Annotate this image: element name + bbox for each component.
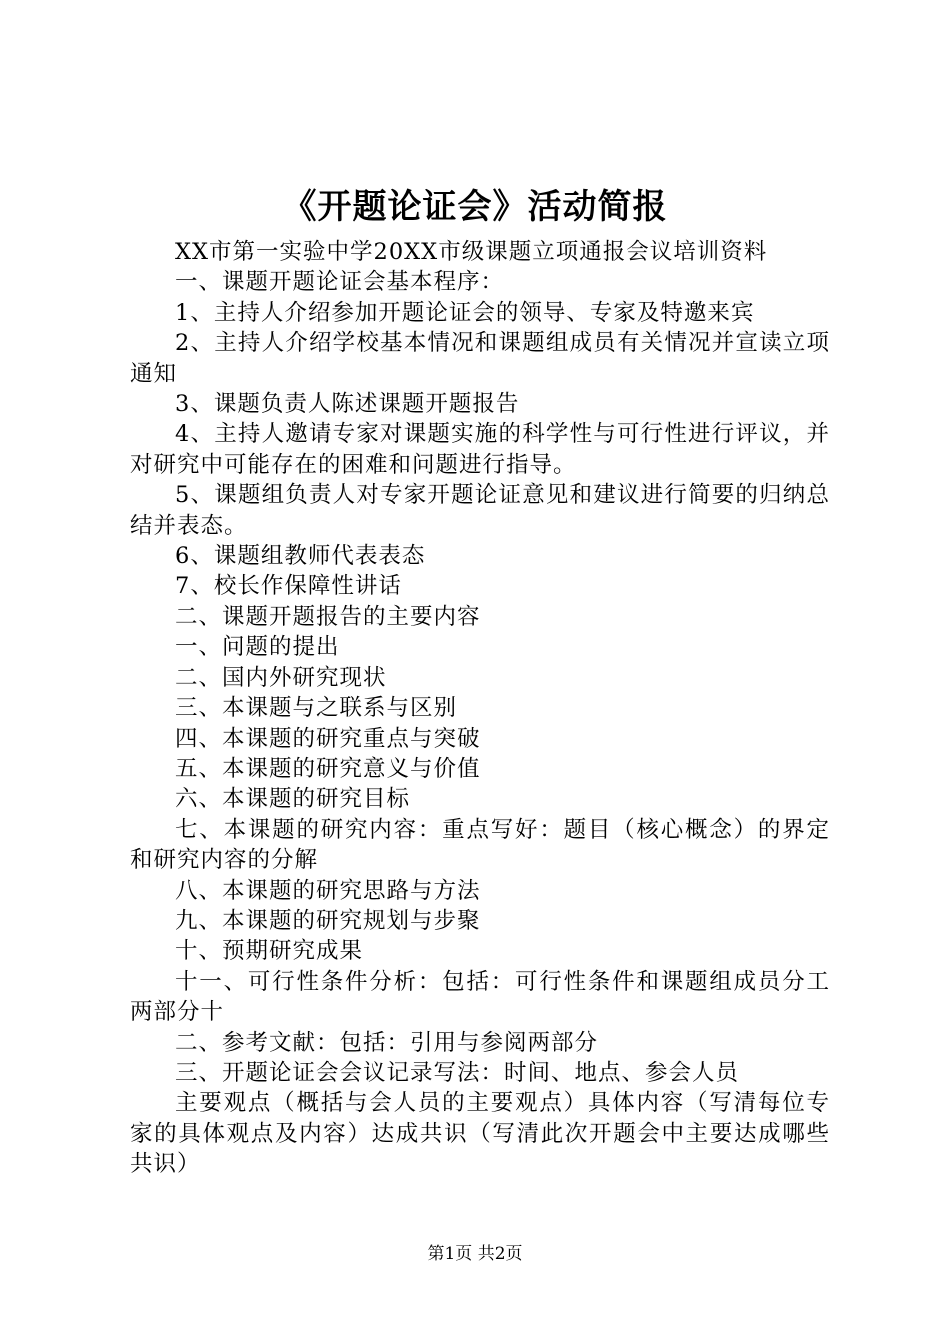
paragraph: 6、课题组教师代表表态 — [175, 543, 426, 570]
page-footer: 第1页 共2页 — [427, 1244, 523, 1264]
paragraph: 五、本课题的研究意义与价值 — [175, 755, 481, 782]
paragraph: 三、开题论证会会议记录写法：时间、地点、参会人员 — [175, 1059, 740, 1086]
paragraph: 主要观点（概括与会人员的主要观点）具体内容（写清每位专家的具体观点及内容）达成共识（写清此次开题会中主要达成哪些共识） — [130, 1090, 830, 1178]
paragraph: 1、主持人介绍参加开题论证会的领导、专家及特邀来宾 — [175, 299, 755, 326]
document-body — [130, 237, 830, 1180]
paragraph: 二、课题开题报告的主要内容 — [175, 603, 481, 630]
paragraph: 二、参考文献：包括：引用与参阅两部分 — [175, 1029, 599, 1056]
paragraph: 九、本课题的研究规划与步聚 — [175, 907, 481, 934]
paragraph: 二、国内外研究现状 — [175, 664, 387, 691]
paragraph: 十一、可行性条件分析：包括：可行性条件和课题组成员分工两部分十 — [130, 968, 830, 1026]
paragraph: 四、本课题的研究重点与突破 — [175, 725, 481, 752]
paragraph: 2、主持人介绍学校基本情况和课题组成员有关情况并宣读立项通知 — [130, 330, 830, 387]
paragraph: 七、本课题的研究内容：重点写好：题目（核心概念）的界定和研究内容的分解 — [130, 816, 830, 874]
paragraph: 一、课题开题论证会基本程序： — [175, 269, 505, 296]
paragraph: 5、课题组负责人对专家开题论证意见和建议进行简要的归纳总结并表态。 — [130, 482, 830, 539]
paragraph: XX市第一实验中学20XX市级课题立项通报会议培训资料 — [175, 239, 768, 265]
paragraph: 六、本课题的研究目标 — [175, 786, 411, 813]
paragraph: 4、主持人邀请专家对课题实施的科学性与可行性进行评议，并对研究中可能存在的困难和问题进行指导。 — [130, 421, 830, 478]
paragraph: 十、预期研究成果 — [175, 938, 364, 965]
paragraph: 3、课题负责人陈述课题开题报告 — [175, 391, 520, 418]
paragraph: 三、本课题与之联系与区别 — [175, 695, 458, 722]
paragraph: 八、本课题的研究思路与方法 — [175, 877, 481, 904]
paragraph: 7、校长作保障性讲话 — [175, 573, 402, 600]
paragraph: 一、问题的提出 — [175, 634, 340, 661]
document-title: 《开题论证会》活动简报 — [282, 187, 668, 227]
